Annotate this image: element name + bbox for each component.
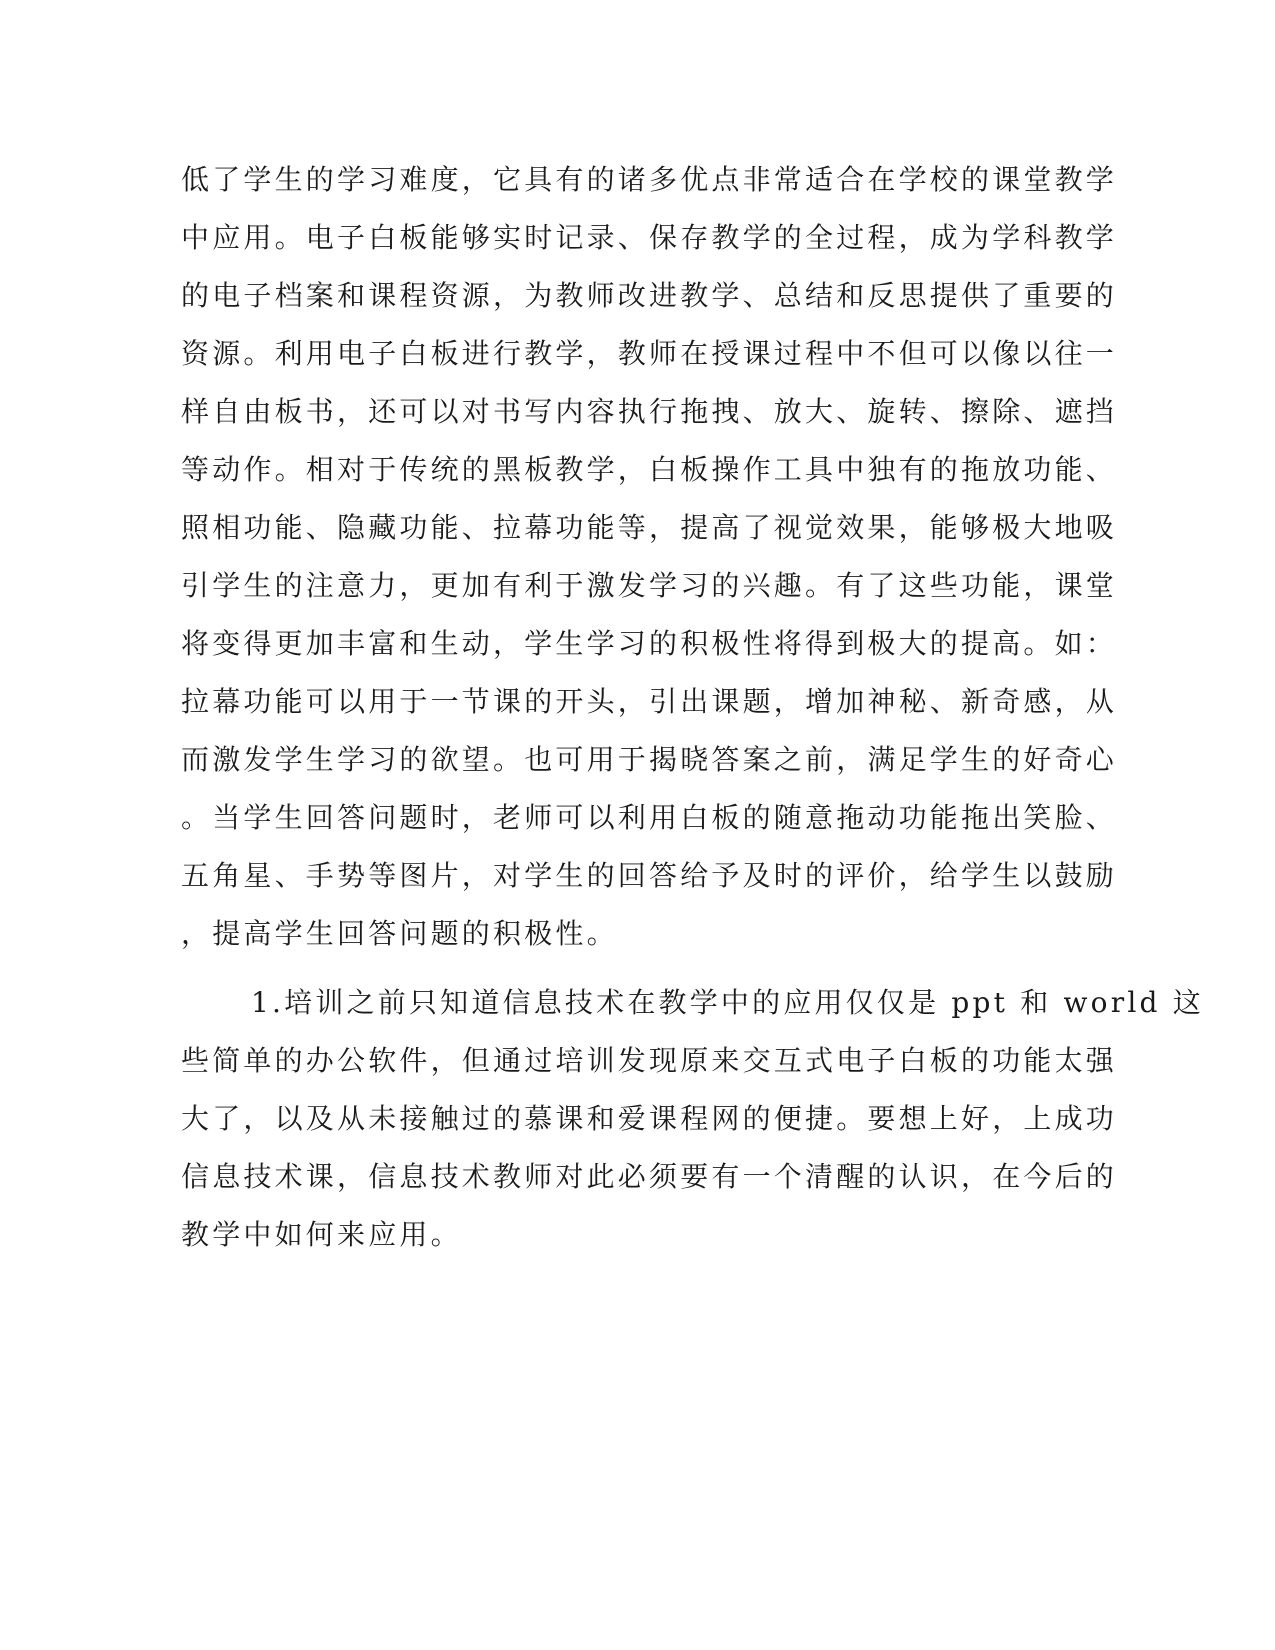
paragraph-line: 引学生的注意力，更加有利于激发学习的兴趣。有了这些功能，课堂	[181, 569, 1118, 602]
paragraph-line: 资源。利用电子白板进行教学，教师在授课过程中不但可以像以往一	[181, 337, 1118, 370]
paragraph-line: 些简单的办公软件，但通过培训发现原来交互式电子白板的功能太强	[181, 1044, 1118, 1077]
paragraph-line: 照相功能、隐藏功能、拉幕功能等，提高了视觉效果，能够极大地吸	[181, 511, 1118, 544]
paragraph-line: ，提高学生回答问题的积极性。	[181, 917, 618, 950]
paragraph-line: 五角星、手势等图片，对学生的回答给予及时的评价，给学生以鼓励	[181, 859, 1118, 892]
paragraph-line: 拉幕功能可以用于一节课的开头，引出课题，增加神秘、新奇感，从	[181, 685, 1118, 718]
paragraph-line: 而激发学生学习的欲望。也可用于揭晓答案之前，满足学生的好奇心	[181, 743, 1118, 776]
paragraph-line: 。当学生回答问题时，老师可以利用白板的随意拖动功能拖出笑脸、	[181, 801, 1118, 834]
paragraph-line: 低了学生的学习难度，它具有的诸多优点非常适合在学校的课堂教学	[181, 163, 1118, 196]
paragraph-line: 教学中如何来应用。	[181, 1218, 462, 1251]
paragraph-line: 大了，以及从未接触过的慕课和爱课程网的便捷。要想上好，上成功	[181, 1102, 1118, 1135]
paragraph-line: 1.培训之前只知道信息技术在教学中的应用仅仅是 ppt 和 world 这	[251, 986, 1204, 1019]
paragraph-line: 等动作。相对于传统的黑板教学，白板操作工具中独有的拖放功能、	[181, 453, 1118, 486]
paragraph-line: 样自由板书，还可以对书写内容执行拖拽、放大、旋转、擦除、遮挡	[181, 395, 1118, 428]
paragraph-line: 的电子档案和课程资源，为教师改进教学、总结和反思提供了重要的	[181, 279, 1118, 312]
paragraph-line: 信息技术课，信息技术教师对此必须要有一个清醒的认识，在今后的	[181, 1160, 1118, 1193]
paragraph-line: 中应用。电子白板能够实时记录、保存教学的全过程，成为学科教学	[181, 221, 1118, 254]
paragraph-line: 将变得更加丰富和生动，学生学习的积极性将得到极大的提高。如：	[181, 627, 1118, 660]
